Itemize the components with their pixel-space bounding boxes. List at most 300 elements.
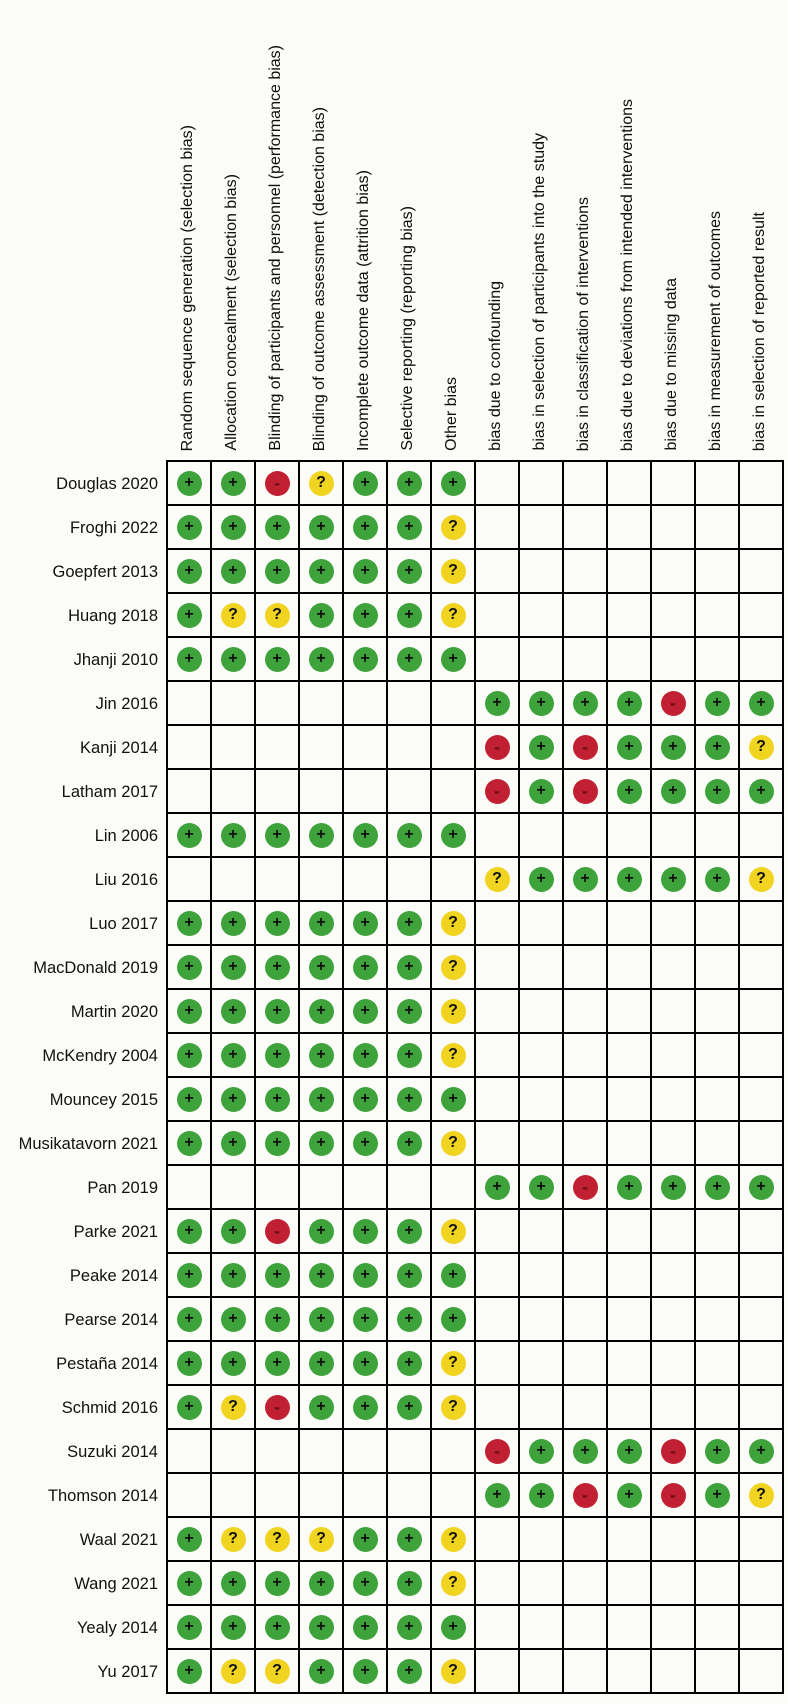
rob-cell: [564, 1078, 608, 1122]
rob-cell: [432, 1034, 476, 1078]
rob-cell: [608, 1430, 652, 1474]
low-risk-icon: +: [177, 999, 202, 1024]
rob-cell: [212, 1254, 256, 1298]
rob-cell: [520, 1342, 564, 1386]
table-row: [168, 902, 784, 946]
low-risk-icon: +: [265, 911, 290, 936]
study-label: Douglas 2020: [56, 474, 158, 493]
low-risk-icon: +: [749, 691, 774, 716]
column-header: [166, 0, 210, 460]
unclear-risk-icon: ?: [265, 1527, 290, 1552]
table-row: [168, 946, 784, 990]
study-label: Huang 2018: [68, 606, 158, 625]
column-header: [562, 0, 606, 460]
low-risk-icon: +: [177, 603, 202, 628]
rob-cell: [520, 594, 564, 638]
rob-cell: [696, 550, 740, 594]
low-risk-icon: +: [265, 955, 290, 980]
rob-cell: [476, 902, 520, 946]
unclear-risk-icon: ?: [221, 1395, 246, 1420]
low-risk-icon: +: [353, 471, 378, 496]
rob-cell: [344, 1386, 388, 1430]
low-risk-icon: +: [265, 1615, 290, 1640]
high-risk-icon: -: [661, 1439, 686, 1464]
rob-cell: [212, 638, 256, 682]
rob-cell: [476, 1650, 520, 1694]
rob-cell: [564, 1254, 608, 1298]
low-risk-icon: +: [177, 1131, 202, 1156]
rob-cell: [388, 1650, 432, 1694]
rob-cell: [608, 1650, 652, 1694]
rob-cell: [476, 770, 520, 814]
low-risk-icon: +: [397, 1131, 422, 1156]
rob-cell: [168, 1166, 212, 1210]
unclear-risk-icon: ?: [441, 515, 466, 540]
column-header-label: Incomplete outcome data (attrition bias): [355, 169, 372, 451]
rob-grid: [166, 460, 784, 1694]
low-risk-icon: +: [177, 1087, 202, 1112]
rob-cell: [256, 1606, 300, 1650]
rob-cell: [212, 1122, 256, 1166]
rob-cell: [212, 1342, 256, 1386]
rob-cell: [696, 1078, 740, 1122]
study-label: Martin 2020: [70, 1002, 158, 1021]
low-risk-icon: +: [265, 647, 290, 672]
rob-cell: [256, 1298, 300, 1342]
low-risk-icon: +: [397, 1351, 422, 1376]
rob-cell: [168, 858, 212, 902]
rob-cell: [696, 1650, 740, 1694]
rob-cell: [740, 1562, 784, 1606]
rob-cell: [696, 1122, 740, 1166]
rob-cell: [256, 638, 300, 682]
rob-cell: [300, 682, 344, 726]
low-risk-icon: +: [177, 559, 202, 584]
low-risk-icon: +: [177, 1395, 202, 1420]
unclear-risk-icon: ?: [441, 1659, 466, 1684]
rob-cell: [608, 462, 652, 506]
table-row: [168, 550, 784, 594]
rob-cell: [740, 1430, 784, 1474]
rob-cell: [388, 1518, 432, 1562]
rob-cell: [212, 946, 256, 990]
low-risk-icon: +: [397, 1219, 422, 1244]
rob-cell: [564, 1386, 608, 1430]
low-risk-icon: +: [221, 515, 246, 540]
low-risk-icon: +: [441, 1263, 466, 1288]
column-header: [606, 0, 650, 460]
low-risk-icon: +: [221, 1571, 246, 1596]
low-risk-icon: +: [221, 823, 246, 848]
rob-cell: [476, 1210, 520, 1254]
column-header-label: Blinding of participants and personnel (performance bias): [267, 45, 284, 451]
low-risk-icon: +: [221, 1043, 246, 1068]
table-row: [168, 858, 784, 902]
rob-cell: [168, 902, 212, 946]
high-risk-icon: -: [485, 779, 510, 804]
rob-cell: [300, 1650, 344, 1694]
unclear-risk-icon: ?: [749, 735, 774, 760]
column-headers: [166, 0, 784, 460]
rob-cell: [696, 1474, 740, 1518]
column-header: [210, 0, 254, 460]
high-risk-icon: -: [485, 735, 510, 760]
study-label: Lin 2006: [94, 826, 158, 845]
low-risk-icon: +: [397, 1087, 422, 1112]
rob-cell: [168, 946, 212, 990]
study-label: Pestaña 2014: [56, 1354, 158, 1373]
low-risk-icon: +: [397, 471, 422, 496]
low-risk-icon: +: [177, 1351, 202, 1376]
rob-cell: [168, 682, 212, 726]
rob-cell: [168, 638, 212, 682]
unclear-risk-icon: ?: [441, 955, 466, 980]
rob-cell: [520, 462, 564, 506]
low-risk-icon: +: [353, 1527, 378, 1552]
rob-cell: [476, 946, 520, 990]
study-label: Schmid 2016: [61, 1398, 158, 1417]
rob-cell: [168, 1430, 212, 1474]
low-risk-icon: +: [529, 691, 554, 716]
rob-cell: [168, 1254, 212, 1298]
rob-cell: [564, 814, 608, 858]
high-risk-icon: -: [661, 1483, 686, 1508]
rob-cell: [256, 902, 300, 946]
rob-cell: [520, 858, 564, 902]
rob-cell: [388, 726, 432, 770]
rob-cell: [740, 1518, 784, 1562]
low-risk-icon: +: [617, 1175, 642, 1200]
rob-cell: [652, 550, 696, 594]
rob-cell: [652, 1122, 696, 1166]
rob-cell: [520, 1650, 564, 1694]
rob-cell: [696, 1166, 740, 1210]
rob-cell: [696, 638, 740, 682]
low-risk-icon: +: [309, 999, 334, 1024]
rob-cell: [608, 682, 652, 726]
study-label: Jhanji 2010: [73, 650, 158, 669]
rob-cell: [520, 1254, 564, 1298]
rob-cell: [564, 1034, 608, 1078]
rob-cell: [564, 1210, 608, 1254]
rob-cell: [520, 814, 564, 858]
rob-cell: [740, 858, 784, 902]
rob-cell: [608, 1562, 652, 1606]
rob-cell: [476, 814, 520, 858]
rob-cell: [652, 770, 696, 814]
rob-cell: [256, 1034, 300, 1078]
rob-cell: [388, 1034, 432, 1078]
rob-cell: [168, 1650, 212, 1694]
column-header: [254, 0, 298, 460]
rob-cell: [256, 462, 300, 506]
rob-cell: [256, 1474, 300, 1518]
rob-cell: [344, 1430, 388, 1474]
column-header: [694, 0, 738, 460]
rob-cell: [564, 770, 608, 814]
low-risk-icon: +: [353, 1219, 378, 1244]
table-row: [168, 1430, 784, 1474]
rob-cell: [300, 1034, 344, 1078]
rob-cell: [388, 1562, 432, 1606]
rob-cell: [256, 1562, 300, 1606]
rob-cell: [652, 506, 696, 550]
rob-cell: [608, 1298, 652, 1342]
rob-cell: [212, 1298, 256, 1342]
low-risk-icon: +: [617, 691, 642, 716]
low-risk-icon: +: [353, 1043, 378, 1068]
low-risk-icon: +: [221, 1219, 246, 1244]
low-risk-icon: +: [177, 955, 202, 980]
rob-cell: [212, 990, 256, 1034]
rob-cell: [608, 990, 652, 1034]
rob-cell: [696, 1298, 740, 1342]
rob-cell: [388, 1386, 432, 1430]
rob-cell: [520, 726, 564, 770]
rob-cell: [212, 814, 256, 858]
low-risk-icon: +: [265, 823, 290, 848]
rob-cell: [652, 902, 696, 946]
low-risk-icon: +: [661, 867, 686, 892]
low-risk-icon: +: [397, 911, 422, 936]
rob-cell: [388, 1254, 432, 1298]
rob-cell: [740, 946, 784, 990]
rob-cell: [344, 1474, 388, 1518]
rob-cell: [212, 1430, 256, 1474]
rob-cell: [564, 1298, 608, 1342]
rob-cell: [212, 506, 256, 550]
rob-cell: [476, 1474, 520, 1518]
table-row: [168, 1254, 784, 1298]
rob-cell: [564, 1606, 608, 1650]
rob-cell: [564, 506, 608, 550]
rob-cell: [696, 1386, 740, 1430]
low-risk-icon: +: [221, 1615, 246, 1640]
study-label: Luo 2017: [89, 914, 158, 933]
column-header: [298, 0, 342, 460]
low-risk-icon: +: [661, 1175, 686, 1200]
unclear-risk-icon: ?: [749, 1483, 774, 1508]
table-row: [168, 1518, 784, 1562]
rob-cell: [432, 1650, 476, 1694]
rob-cell: [652, 814, 696, 858]
low-risk-icon: +: [353, 603, 378, 628]
rob-cell: [564, 902, 608, 946]
rob-cell: [432, 946, 476, 990]
rob-cell: [212, 726, 256, 770]
rob-cell: [212, 682, 256, 726]
low-risk-icon: +: [265, 1087, 290, 1112]
rob-cell: [344, 1562, 388, 1606]
rob-cell: [212, 858, 256, 902]
rob-cell: [520, 990, 564, 1034]
rob-cell: [432, 1518, 476, 1562]
low-risk-icon: +: [265, 515, 290, 540]
rob-cell: [388, 770, 432, 814]
rob-cell: [652, 638, 696, 682]
rob-cell: [696, 1034, 740, 1078]
low-risk-icon: +: [705, 691, 730, 716]
rob-cell: [212, 1386, 256, 1430]
rob-cell: [256, 1122, 300, 1166]
low-risk-icon: +: [397, 955, 422, 980]
rob-cell: [432, 1298, 476, 1342]
table-row: [168, 1210, 784, 1254]
rob-cell: [476, 1298, 520, 1342]
table-row: [168, 1606, 784, 1650]
rob-cell: [388, 1166, 432, 1210]
rob-cell: [740, 1210, 784, 1254]
study-label: Musikatavorn 2021: [18, 1134, 158, 1153]
rob-cell: [476, 1430, 520, 1474]
low-risk-icon: +: [397, 1043, 422, 1068]
table-row: [168, 638, 784, 682]
low-risk-icon: +: [309, 1043, 334, 1068]
rob-cell: [432, 1430, 476, 1474]
low-risk-icon: +: [353, 1087, 378, 1112]
rob-cell: [168, 1342, 212, 1386]
low-risk-icon: +: [177, 1571, 202, 1596]
rob-cell: [256, 1430, 300, 1474]
rob-cell: [652, 1430, 696, 1474]
rob-cell: [564, 858, 608, 902]
rob-cell: [388, 1210, 432, 1254]
low-risk-icon: +: [309, 603, 334, 628]
rob-cell: [300, 1078, 344, 1122]
low-risk-icon: +: [177, 1219, 202, 1244]
rob-cell: [608, 770, 652, 814]
rob-cell: [520, 1386, 564, 1430]
rob-cell: [388, 990, 432, 1034]
column-header-label: bias due to confounding: [487, 281, 504, 451]
rob-cell: [344, 506, 388, 550]
low-risk-icon: +: [221, 999, 246, 1024]
column-header-label: bias in selection of participants into the study: [531, 133, 548, 451]
rob-cell: [168, 1474, 212, 1518]
low-risk-icon: +: [397, 647, 422, 672]
rob-cell: [564, 946, 608, 990]
low-risk-icon: +: [265, 999, 290, 1024]
rob-cell: [256, 726, 300, 770]
rob-cell: [520, 506, 564, 550]
rob-cell: [740, 1254, 784, 1298]
rob-cell: [344, 1166, 388, 1210]
rob-cell: [652, 1606, 696, 1650]
low-risk-icon: +: [617, 779, 642, 804]
rob-cell: [696, 682, 740, 726]
rob-cell: [608, 1254, 652, 1298]
rob-cell: [476, 1342, 520, 1386]
rob-cell: [256, 1166, 300, 1210]
rob-cell: [652, 1562, 696, 1606]
low-risk-icon: +: [353, 1131, 378, 1156]
rob-cell: [564, 990, 608, 1034]
rob-cell: [564, 1518, 608, 1562]
low-risk-icon: +: [309, 1087, 334, 1112]
study-label: Pan 2019: [87, 1178, 158, 1197]
rob-cell: [608, 726, 652, 770]
low-risk-icon: +: [353, 1615, 378, 1640]
low-risk-icon: +: [353, 955, 378, 980]
table-row: [168, 726, 784, 770]
study-label: MacDonald 2019: [33, 958, 158, 977]
low-risk-icon: +: [353, 1351, 378, 1376]
rob-cell: [344, 858, 388, 902]
high-risk-icon: -: [661, 691, 686, 716]
low-risk-icon: +: [397, 1307, 422, 1332]
rob-cell: [344, 1254, 388, 1298]
rob-cell: [388, 1474, 432, 1518]
rob-cell: [388, 462, 432, 506]
low-risk-icon: +: [265, 1351, 290, 1376]
rob-cell: [300, 946, 344, 990]
rob-cell: [476, 682, 520, 726]
rob-cell: [344, 462, 388, 506]
rob-cell: [740, 594, 784, 638]
rob-cell: [740, 506, 784, 550]
rob-cell: [696, 1210, 740, 1254]
rob-cell: [388, 1298, 432, 1342]
table-row: [168, 1386, 784, 1430]
rob-cell: [300, 594, 344, 638]
table-row: [168, 1122, 784, 1166]
rob-cell: [256, 1078, 300, 1122]
low-risk-icon: +: [529, 867, 554, 892]
low-risk-icon: +: [485, 1175, 510, 1200]
rob-cell: [388, 902, 432, 946]
rob-cell: [476, 858, 520, 902]
rob-cell: [520, 550, 564, 594]
rob-cell: [300, 1386, 344, 1430]
rob-cell: [696, 1430, 740, 1474]
rob-cell: [300, 902, 344, 946]
column-header: [518, 0, 562, 460]
rob-cell: [696, 594, 740, 638]
low-risk-icon: +: [397, 1395, 422, 1420]
rob-cell: [256, 1650, 300, 1694]
rob-cell: [344, 1518, 388, 1562]
low-risk-icon: +: [309, 1131, 334, 1156]
low-risk-icon: +: [309, 559, 334, 584]
rob-cell: [344, 682, 388, 726]
low-risk-icon: +: [221, 1351, 246, 1376]
rob-cell: [476, 1078, 520, 1122]
rob-cell: [344, 726, 388, 770]
high-risk-icon: -: [265, 1219, 290, 1244]
rob-cell: [432, 1474, 476, 1518]
table-row: [168, 1034, 784, 1078]
rob-cell: [300, 1474, 344, 1518]
low-risk-icon: +: [397, 1615, 422, 1640]
table-row: [168, 1650, 784, 1694]
low-risk-icon: +: [309, 1307, 334, 1332]
low-risk-icon: +: [177, 823, 202, 848]
rob-cell: [476, 462, 520, 506]
rob-cell: [432, 682, 476, 726]
rob-cell: [696, 770, 740, 814]
column-header-label: Allocation concealment (selection bias): [223, 174, 240, 451]
high-risk-icon: -: [485, 1439, 510, 1464]
rob-cell: [300, 1298, 344, 1342]
rob-cell: [696, 946, 740, 990]
rob-cell: [652, 858, 696, 902]
column-header: [386, 0, 430, 460]
low-risk-icon: +: [353, 1307, 378, 1332]
low-risk-icon: +: [749, 1439, 774, 1464]
rob-cell: [168, 1562, 212, 1606]
rob-cell: [388, 594, 432, 638]
rob-cell: [520, 638, 564, 682]
